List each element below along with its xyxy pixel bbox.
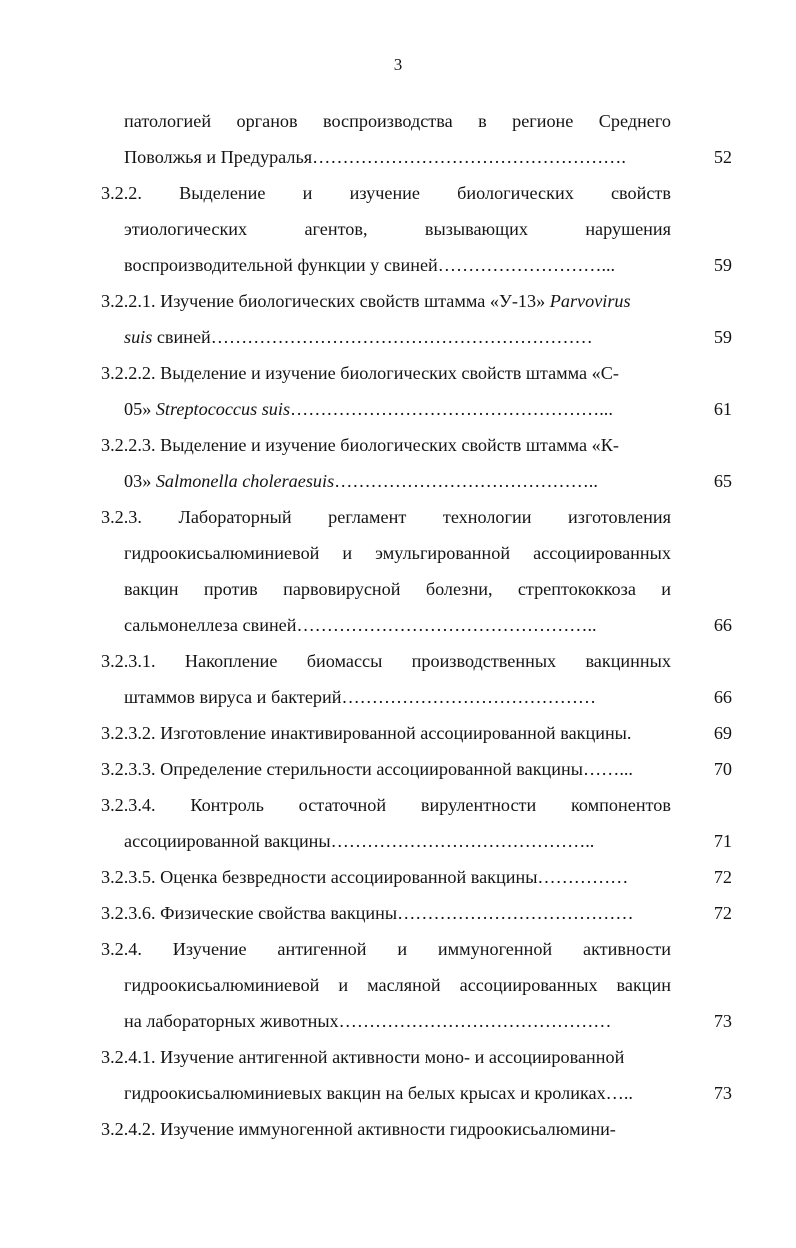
word: Выделение	[179, 183, 266, 203]
section-number: 3.2.3.	[101, 507, 142, 527]
toc-page-ref: 72	[713, 867, 732, 887]
word: технологии	[442, 507, 532, 527]
word: гидроокисьалюминиевой	[124, 975, 320, 995]
toc-line: 3.2.3.3. Определение стерильности ассоциированной вакцины……...	[101, 759, 633, 779]
toc-page-ref: 69	[713, 723, 732, 743]
toc-line: 3.2.3.5. Оценка безвредности ассоциированной вакцины……………	[101, 867, 629, 887]
latin-name: Parvovirus	[549, 291, 631, 311]
toc-page-ref: 73	[713, 1011, 732, 1031]
toc-line: 3.2.4.1. Изучение антигенной активности моно- и ассоциированной	[101, 1047, 625, 1067]
toc-line: 3.2.4.2. Изучение иммуногенной активности гидроокисьалюмини-	[101, 1119, 616, 1139]
toc-page-ref: 59	[713, 327, 732, 347]
toc-line: воспроизводительной функции у свиней………………………...	[124, 255, 616, 275]
word: биомассы	[306, 651, 383, 671]
word: Контроль	[190, 795, 264, 815]
toc-line: штаммов вируса и бактерий……………………………………	[124, 687, 597, 707]
word: гидроокисьалюминиевой	[124, 543, 320, 563]
toc-line	[124, 973, 671, 997]
word: иммуногенной	[437, 939, 553, 959]
word: нарушения	[585, 219, 671, 239]
word: Лабораторный	[178, 507, 292, 527]
toc-line: 3.2.3.2. Изготовление инактивированной ассоциированной вакцины.	[101, 723, 632, 743]
latin-name: Salmonella choleraesuis	[155, 471, 335, 491]
word: регламент	[328, 507, 407, 527]
word: активности	[583, 939, 671, 959]
word: ассоциированных	[533, 543, 671, 563]
toc-page-ref: 73	[713, 1083, 732, 1103]
word: Изучение	[172, 939, 247, 959]
section-number: 3.2.3.4.	[101, 795, 156, 815]
toc-page-ref: 65	[713, 471, 732, 491]
text: свиней………………………………………………………	[152, 327, 593, 347]
toc-line: 3.2.3.6. Физические свойства вакцины…………………………………	[101, 903, 634, 923]
word: ассоциированных	[459, 975, 598, 995]
toc-page-ref: 61	[713, 399, 732, 419]
page-number: 3	[393, 55, 403, 74]
text: ……………………………………..	[334, 471, 598, 491]
text: 03»	[124, 471, 156, 491]
latin-name: Streptococcus suis	[155, 399, 291, 419]
text: 05»	[124, 399, 156, 419]
word: вызывающих	[424, 219, 528, 239]
word: свойств	[610, 183, 671, 203]
word: эмульгированной	[375, 543, 511, 563]
word: вакцинных	[585, 651, 671, 671]
word: остаточной	[298, 795, 387, 815]
word: масляной	[367, 975, 441, 995]
toc-line	[124, 397, 671, 421]
word: органов	[236, 111, 298, 131]
word: в	[478, 111, 487, 131]
word: и	[342, 543, 353, 563]
section-number: 3.2.4.	[101, 939, 142, 959]
toc-line	[101, 181, 671, 205]
toc-line: 3.2.2.3. Выделение и изучение биологических свойств штамма «К-	[101, 435, 619, 455]
word: производственных	[411, 651, 557, 671]
word: воспроизводства	[323, 111, 453, 131]
toc-line: сальмонеллеза свиней…………………………………………..	[124, 615, 597, 635]
word: болезни,	[425, 579, 493, 599]
word: и	[302, 183, 313, 203]
toc-line	[101, 505, 671, 529]
section-number: 3.2.3.1.	[101, 651, 156, 671]
toc-page-ref: 72	[713, 903, 732, 923]
word: и	[661, 579, 671, 599]
toc-line	[101, 793, 671, 817]
toc-line	[124, 469, 671, 493]
toc-line	[124, 541, 671, 565]
text: 3.2.2.1. Изучение биологических свойств штамма «У-13»	[101, 291, 550, 311]
word: и	[338, 975, 349, 995]
word: вакцин	[124, 579, 179, 599]
toc-line: Поволжья и Предуралья…………………………………………….	[124, 147, 626, 167]
toc-page-ref: 66	[713, 687, 732, 707]
word: против	[203, 579, 258, 599]
toc-line: гидроокисьалюминиевых вакцин на белых крысах и кроликах…..	[124, 1083, 633, 1103]
toc-line: на лабораторных животных………………………………………	[124, 1011, 612, 1031]
word: вакцин	[616, 975, 671, 995]
word: парвовирусной	[283, 579, 401, 599]
latin-name: suis	[124, 327, 153, 347]
word: Накопление	[184, 651, 278, 671]
word: изготовления	[568, 507, 671, 527]
word: Среднего	[598, 111, 671, 131]
word: этиологических	[124, 219, 248, 239]
toc-page-ref: 70	[713, 759, 732, 779]
word: биологических	[457, 183, 574, 203]
toc-page-ref: 52	[713, 147, 732, 167]
toc-line	[124, 577, 671, 601]
word: агентов,	[304, 219, 368, 239]
toc-line	[101, 289, 671, 313]
word: патологией	[124, 111, 212, 131]
toc-line	[124, 217, 671, 241]
word: антигенной	[277, 939, 367, 959]
toc-line	[101, 937, 671, 961]
toc-page-ref: 71	[713, 831, 732, 851]
word: вирулентности	[420, 795, 537, 815]
toc-line: 3.2.2.2. Выделение и изучение биологических свойств штамма «С-	[101, 363, 619, 383]
toc-page-ref: 59	[713, 255, 732, 275]
word: регионе	[512, 111, 574, 131]
word: компонентов	[571, 795, 671, 815]
toc-line: ассоциированной вакцины……………………………………..	[124, 831, 595, 851]
word: стрептококкоза	[517, 579, 636, 599]
toc-line	[124, 109, 671, 133]
text: ……………………………………………...	[290, 399, 613, 419]
word: изучение	[349, 183, 420, 203]
toc-page-ref: 66	[713, 615, 732, 635]
word: и	[397, 939, 408, 959]
toc-line	[124, 325, 671, 349]
toc-line	[101, 649, 671, 673]
section-number: 3.2.2.	[101, 183, 142, 203]
